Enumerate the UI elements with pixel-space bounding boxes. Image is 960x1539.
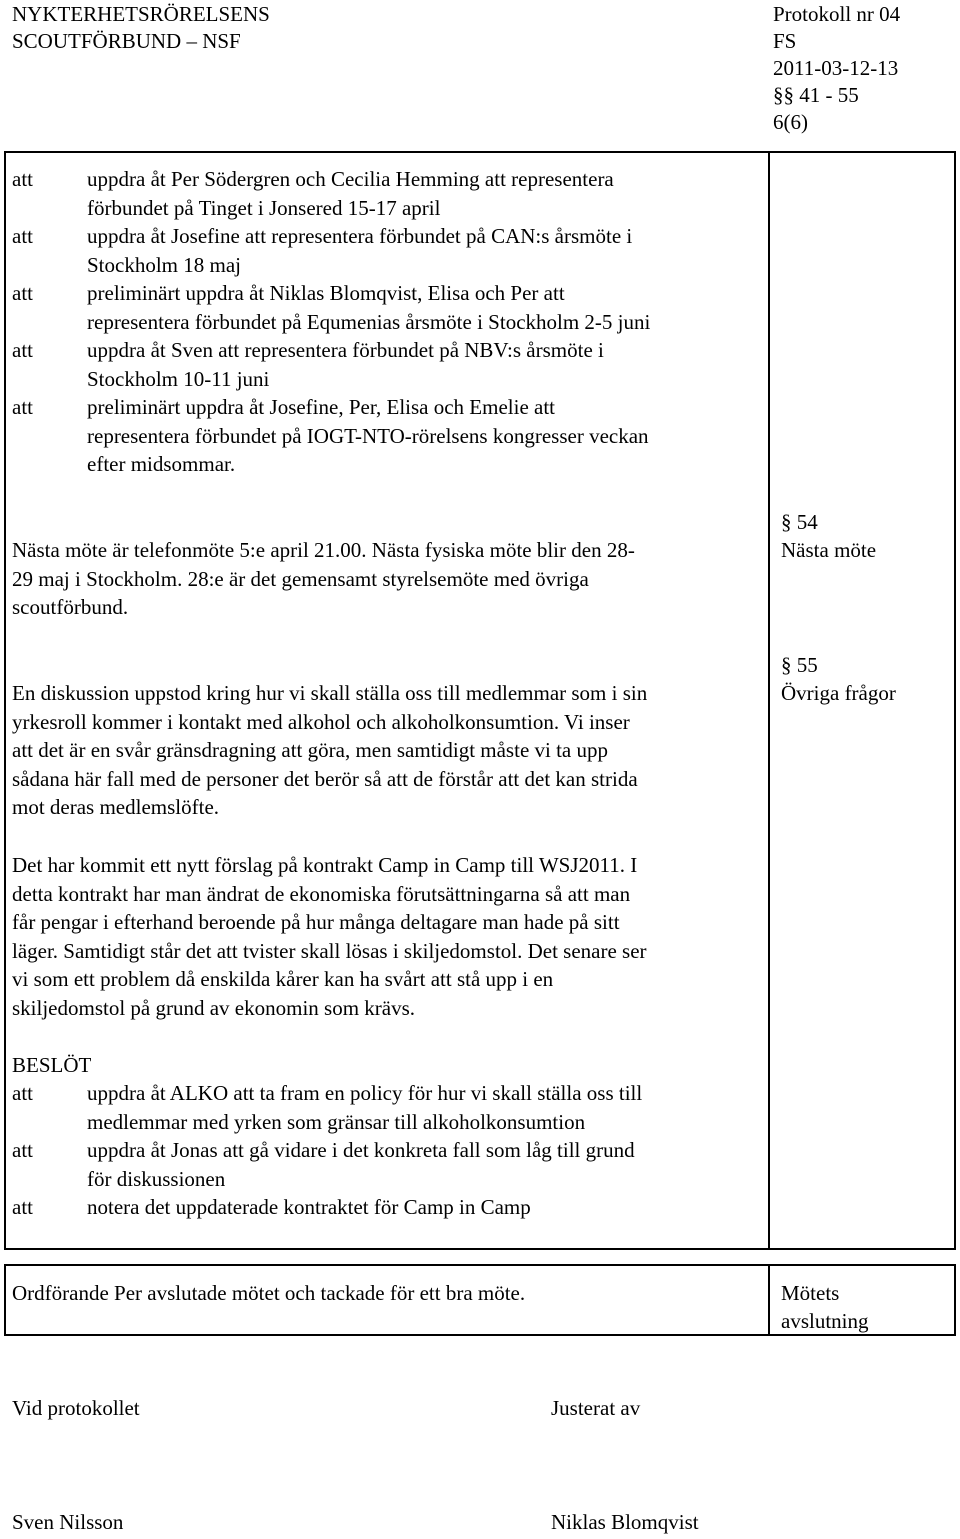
paragraph-line: får pengar i efterhand beroende på hur många deltagare man hade på sitt [12,910,620,934]
decision-text-line: för diskussionen [87,1166,226,1191]
frame-right-border [954,151,956,1250]
decision-text-line: uppdra åt Josefine att representera förbundet på CAN:s årsmöte i [87,224,633,248]
att-marker: att [12,1138,33,1162]
paragraph-line: Det har kommit ett nytt förslag på kontrakt Camp in Camp till WSJ2011. I [12,853,638,877]
decision-text-line: uppdra åt Per Södergren och Cecilia Hemming att representera [87,167,614,191]
signature-left-name: Sven Nilsson [12,1510,124,1534]
protocol-body: FS [773,29,797,53]
protocol-number: Protokoll nr 04 [773,2,901,26]
decision-text-line: efter midsommar. [87,452,236,476]
decision-label: BESLÖT [12,1053,92,1077]
paragraph-line: scoutförbund. [12,595,129,619]
att-marker: att [12,338,33,362]
decision-text-line: Stockholm 10-11 juni [87,366,270,391]
closing-top-border [4,1264,956,1266]
paragraph-line: 29 maj i Stockholm. 28:e är det gemensamt styrelsemöte med övriga [12,566,589,591]
att-marker: att [12,281,33,305]
closing-left-border [4,1264,6,1336]
frame-bottom-border [4,1248,956,1250]
discussion-paragraph [12,679,647,822]
section-title: Övriga frågor [781,681,896,705]
closing-title-line1: Mötets [781,1281,840,1305]
paragraph-line: En diskussion uppstod kring hur vi skall ställa oss till medlemmar som i sin [12,681,648,705]
page-number: 6(6) [773,110,808,134]
decision-text-line: medlemmar med yrken som gränsar till alkoholkonsumtion [87,1109,586,1134]
paragraph-line: Nästa möte är telefonmöte 5:e april 21.00. Nästa fysiska möte blir den 28- [12,538,635,562]
decision-text-line: notera det uppdaterade kontraktet för Camp in Camp [87,1195,531,1219]
closing-right-border [954,1264,956,1336]
paragraph-line: läger. Samtidigt står det att tvister skall lösas i skiljedomstol. Det senare ser [12,938,647,963]
decision-text-line: preliminärt uppdra åt Josefine, Per, Elisa och Emelie att [87,395,556,419]
closing-text: Ordförande Per avslutade mötet och tackade för ett bra möte. [12,1281,526,1305]
decision-text-line: uppdra åt ALKO att ta fram en policy för hur vi skall ställa oss till [87,1081,643,1105]
signature-left-label: Vid protokollet [12,1396,140,1420]
next-meeting-paragraph [12,536,635,622]
decision-text-line: förbundet på Tinget i Jonsered 15-17 april [87,195,441,220]
frame-top-border [4,151,956,153]
contract-paragraph [12,851,647,1022]
decision-text-line: uppdra åt Jonas att gå vidare i det konkreta fall som låg till grund [87,1138,635,1162]
paragraph-line: detta kontrakt har man ändrat de ekonomiska förutsättningarna så att man [12,881,631,906]
frame-left-border [4,151,6,1250]
frame-column-divider [768,151,770,1250]
closing-column-divider [768,1264,770,1336]
paragraph-line: mot deras medlemslöfte. [12,795,220,819]
att-marker: att [12,1081,33,1105]
signature-right-name: Niklas Blomqvist [551,1510,699,1534]
att-marker: att [12,167,33,191]
paragraph-line: sådana här fall med de personer det berör så att de förstår att det kan strida [12,766,638,791]
paragraph-line: vi som ett problem då enskilda kårer kan ha svårt att stå upp i en [12,967,554,991]
paragraph-line: skiljedomstol på grund av ekonomin som krävs. [12,995,416,1020]
section-number: § 55 [781,653,818,677]
signature-right-label: Justerat av [551,1396,641,1420]
closing-title-line2: avslutning [781,1309,869,1333]
att-marker: att [12,395,33,419]
decision-text-line: preliminärt uppdra åt Niklas Blomqvist, Elisa och Per att [87,281,565,305]
att-marker: att [12,224,33,248]
decision-text-line: Stockholm 18 maj [87,252,241,277]
paragraph-line: att det är en svår gränsdragning att göra, men samtidigt måste vi ta upp [12,738,608,762]
org-name-line1: NYKTERHETSRÖRELSENS [12,2,270,26]
protocol-paragraph-range: §§ 41 - 55 [773,83,859,107]
org-name-line2: SCOUTFÖRBUND – NSF [12,29,241,53]
decision-text-line: representera förbundet på IOGT-NTO-rörelsens kongresser veckan [87,423,649,448]
section-title: Nästa möte [781,538,877,562]
decision-text-line: representera förbundet på Equmenias årsmöte i Stockholm 2-5 juni [87,309,651,334]
section-number: § 54 [781,510,818,534]
att-marker: att [12,1195,33,1219]
protocol-date: 2011-03-12-13 [773,56,899,80]
decision-text-line: uppdra åt Sven att representera förbundet på NBV:s årsmöte i [87,338,604,362]
paragraph-line: yrkesroll kommer i kontakt med alkohol och alkoholkonsumtion. Vi inser [12,709,630,734]
